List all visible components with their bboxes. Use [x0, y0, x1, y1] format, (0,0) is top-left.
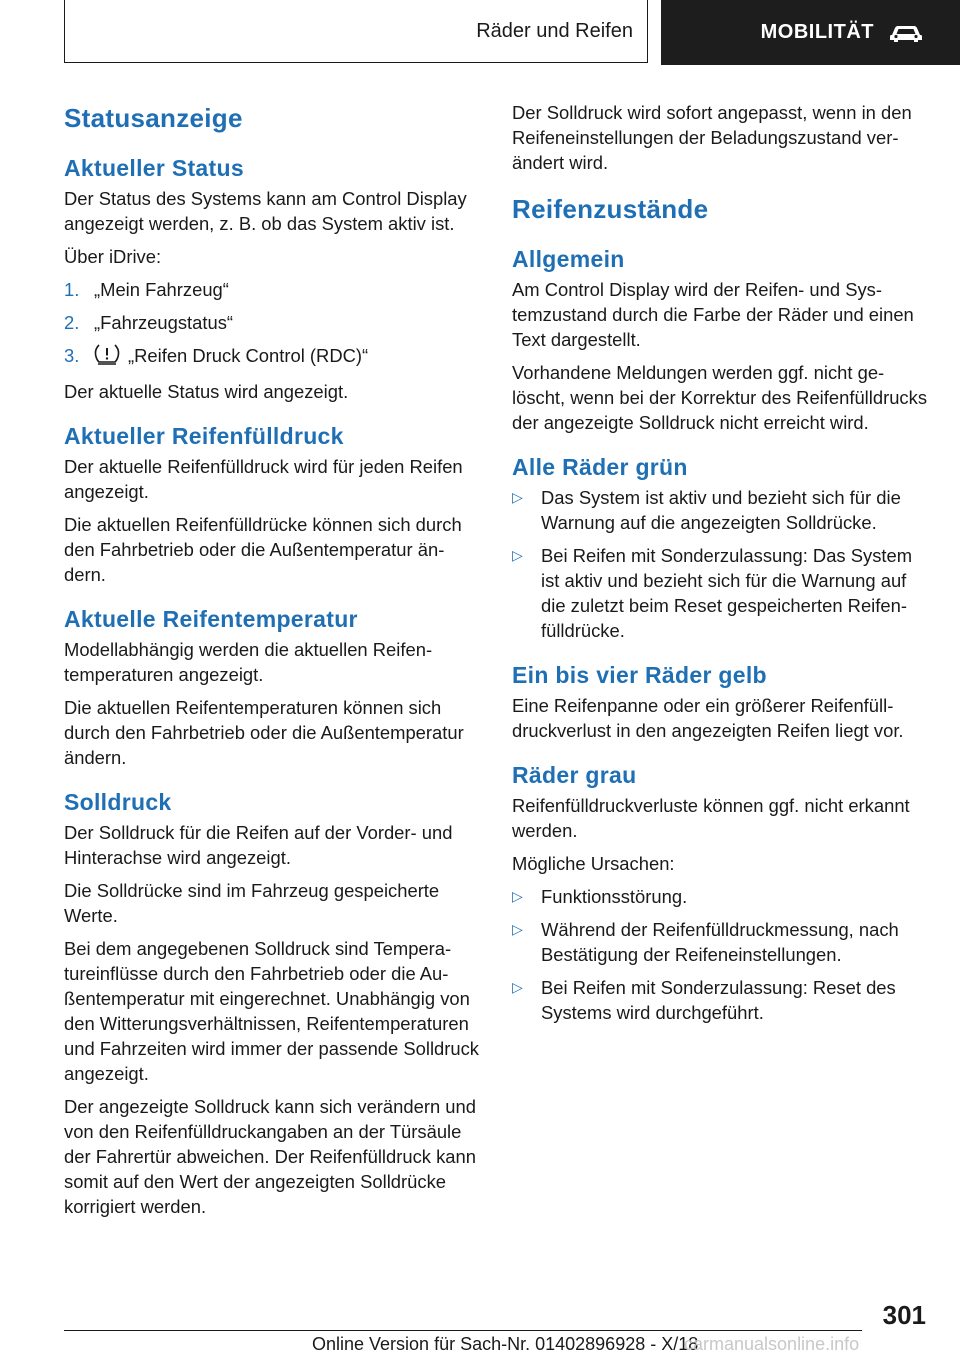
paragraph: Modellabhängig werden die aktuellen Reifentemperaturen angezeigt. [64, 639, 433, 685]
list-item [512, 917, 928, 967]
paragraph: Vorhandene Meldungen werden ggf. nicht gelöscht, wenn bei der Korrektur des Reifenfülldrucks der angezeigte Solldruck nicht erreicht wird. [512, 362, 928, 433]
triangle-bullet-icon: ▷ [512, 547, 523, 563]
list-item [512, 485, 928, 535]
list-item [512, 975, 928, 1025]
step-item [64, 277, 480, 302]
heading-aktuelle-reifentemperatur: Aktuelle Reifentemperatur [64, 606, 358, 632]
paragraph: Der Solldruck wird sofort angepasst, wenn in den Reifeneinstellungen der Beladungszustand verändert wird. [512, 102, 912, 173]
heading-raeder-grau: Räder grau [512, 762, 637, 788]
heading-alle-raeder-gruen: Alle Räder grün [512, 454, 688, 480]
list-item-text: Das System ist aktiv und bezieht sich für die Warnung auf die angezeigten Solldrücke. [541, 487, 901, 533]
idrive-steps [64, 277, 480, 371]
step-number: 3. [64, 345, 80, 366]
section-title-text: Räder und Reifen [476, 19, 633, 42]
paragraph: Reifenfülldruckverluste können ggf. nicht erkannt werden. [512, 795, 910, 841]
chapter-tab [661, 0, 960, 65]
section-title [64, 0, 648, 63]
paragraph: Der angezeigte Solldruck kann sich verändern und von den Reifenfülldruckangaben an der Türsäule der Fahrertür abweichen. Der Reifenfülldruck kann somit auf den Wert der angezeigten Solldrücke korrigiert werden. [64, 1096, 476, 1217]
heading-raeder-gelb: Ein bis vier Räder gelb [512, 662, 767, 688]
list-item-text: Bei Reifen mit Sonderzulassung: Reset des Systems wird durchgeführt. [541, 977, 896, 1023]
triangle-bullet-icon: ▷ [512, 489, 523, 505]
paragraph: Die aktuellen Reifenfülldrücke können sich durch den Fahrbetrieb oder die Außentemperatur ändern. [64, 514, 462, 585]
paragraph: Mögliche Ursachen: [512, 853, 675, 874]
paragraph: Bei dem angegebenen Solldruck sind Temperatureinflüsse durch den Fahrbetrieb oder die Außentemperatur mit eingerechnet. Unabhängig von den Witterungsverhältnissen, Reifentemperaturen und Fahrzeiten wird immer der passende Solldruck angezeigt. [64, 938, 480, 1084]
list-item [512, 543, 928, 643]
step-text: „Fahrzeugstatus“ [94, 312, 234, 333]
step-number: 1. [64, 279, 80, 300]
list-item-text: Während der Reifenfülldruckmessung, nach Bestätigung der Reifeneinstellungen. [541, 919, 899, 965]
paragraph: Der aktuelle Status wird angezeigt. [64, 381, 349, 402]
step-text: „Mein Fahrzeug“ [94, 279, 229, 300]
grey-list [512, 884, 928, 1025]
title-reifenzustaende: Reifenzustände [512, 194, 709, 224]
paragraph: Am Control Display wird der Reifen- und Systemzustand durch die Farbe der Räder und einen Text dargestellt. [512, 279, 914, 350]
chapter-title: MOBILITÄT [760, 21, 874, 43]
step-text: „Reifen Druck Control (RDC)“ [128, 345, 369, 366]
left-column [64, 100, 480, 1227]
list-item [512, 884, 928, 909]
list-item-text: Bei Reifen mit Sonderzulassung: Das System ist aktiv und bezieht sich für die Warnung auf die zuletzt beim Reset gespeicherten Reifenfülldrücke. [541, 545, 913, 641]
title-statusanzeige: Statusanzeige [64, 103, 243, 133]
footer-divider [64, 1330, 862, 1331]
heading-aktueller-reifenfuelldruck: Aktueller Reifenfülldruck [64, 423, 344, 449]
paragraph: Der Solldruck für die Reifen auf der Vorder- und Hinterachse wird angezeigt. [64, 822, 453, 868]
heading-aktueller-status: Aktueller Status [64, 155, 244, 181]
footer-text: Online Version für Sach-Nr. 01402896928 - X/18 [312, 1334, 699, 1354]
step-item [64, 310, 480, 335]
triangle-bullet-icon: ▷ [512, 888, 523, 904]
paragraph: Über iDrive: [64, 246, 162, 267]
watermark: carmanualsonline.info [684, 1334, 860, 1354]
paragraph: Die aktuellen Reifentemperaturen können sich durch den Fahrbetrieb oder die Außentemperatur ändern. [64, 697, 464, 768]
triangle-bullet-icon: ▷ [512, 921, 523, 937]
paragraph: Der Status des Systems kann am Control Display angezeigt werden, z. B. ob das System aktiv ist. [64, 188, 467, 234]
step-number: 2. [64, 312, 80, 333]
heading-allgemein: Allgemein [512, 246, 625, 272]
triangle-bullet-icon: ▷ [512, 979, 523, 995]
tire-pressure-warning-icon [94, 343, 120, 371]
car-icon [888, 22, 924, 44]
page-number: 301 [882, 1300, 926, 1330]
paragraph: Der aktuelle Reifenfülldruck wird für jeden Reifen angezeigt. [64, 456, 463, 502]
right-column [512, 100, 928, 1033]
heading-solldruck: Solldruck [64, 789, 172, 815]
green-list [512, 485, 928, 643]
paragraph: Die Solldrücke sind im Fahrzeug gespeicherte Werte. [64, 880, 440, 926]
list-item-text: Funktionsstörung. [541, 886, 688, 907]
step-item [64, 343, 480, 371]
paragraph: Eine Reifenpanne oder ein größerer Reifenfülldruckverlust in den angezeigten Reifen liegt vor. [512, 695, 904, 741]
page-header [64, 0, 960, 65]
